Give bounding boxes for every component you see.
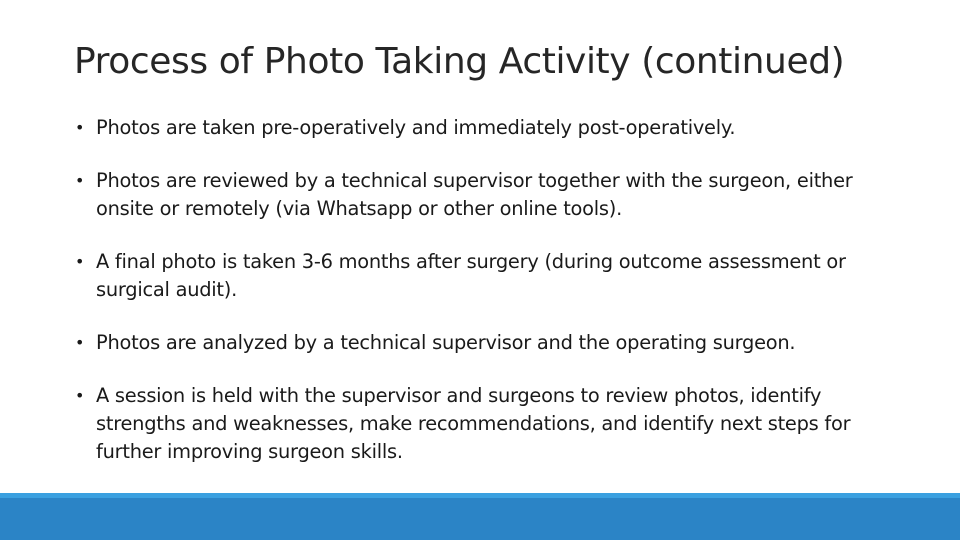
bullet-list — [75, 114, 895, 466]
bullet-item — [75, 329, 895, 357]
bullet-text: Photos are analyzed by a technical supervisor and the operating surgeon. — [96, 331, 796, 354]
bullet-item — [75, 248, 895, 304]
bullet-marker: • — [75, 171, 85, 190]
bullet-item — [75, 382, 895, 466]
slide-title: Process of Photo Taking Activity (continued) — [74, 41, 845, 82]
bullet-text: Photos are taken pre-operatively and immediately post-operatively. — [96, 116, 736, 139]
bullet-marker: • — [75, 118, 85, 137]
bullet-marker: • — [75, 333, 85, 352]
footer-bar — [0, 498, 960, 540]
bullet-text: A final photo is taken 3-6 months after surgery (during outcome assessment or surgical audit). — [96, 250, 846, 301]
bullet-marker: • — [75, 386, 85, 405]
bullet-text: Photos are reviewed by a technical supervisor together with the surgeon, either onsite or remotely (via Whatsapp or other online tools). — [96, 169, 853, 220]
bullet-text: A session is held with the supervisor and surgeons to review photos, identify strengths and weaknesses, make recommendations, and identify next steps for further improving surgeon skills. — [96, 384, 851, 463]
bullet-item — [75, 167, 895, 223]
bullet-marker: • — [75, 252, 85, 271]
bullet-item — [75, 114, 895, 142]
